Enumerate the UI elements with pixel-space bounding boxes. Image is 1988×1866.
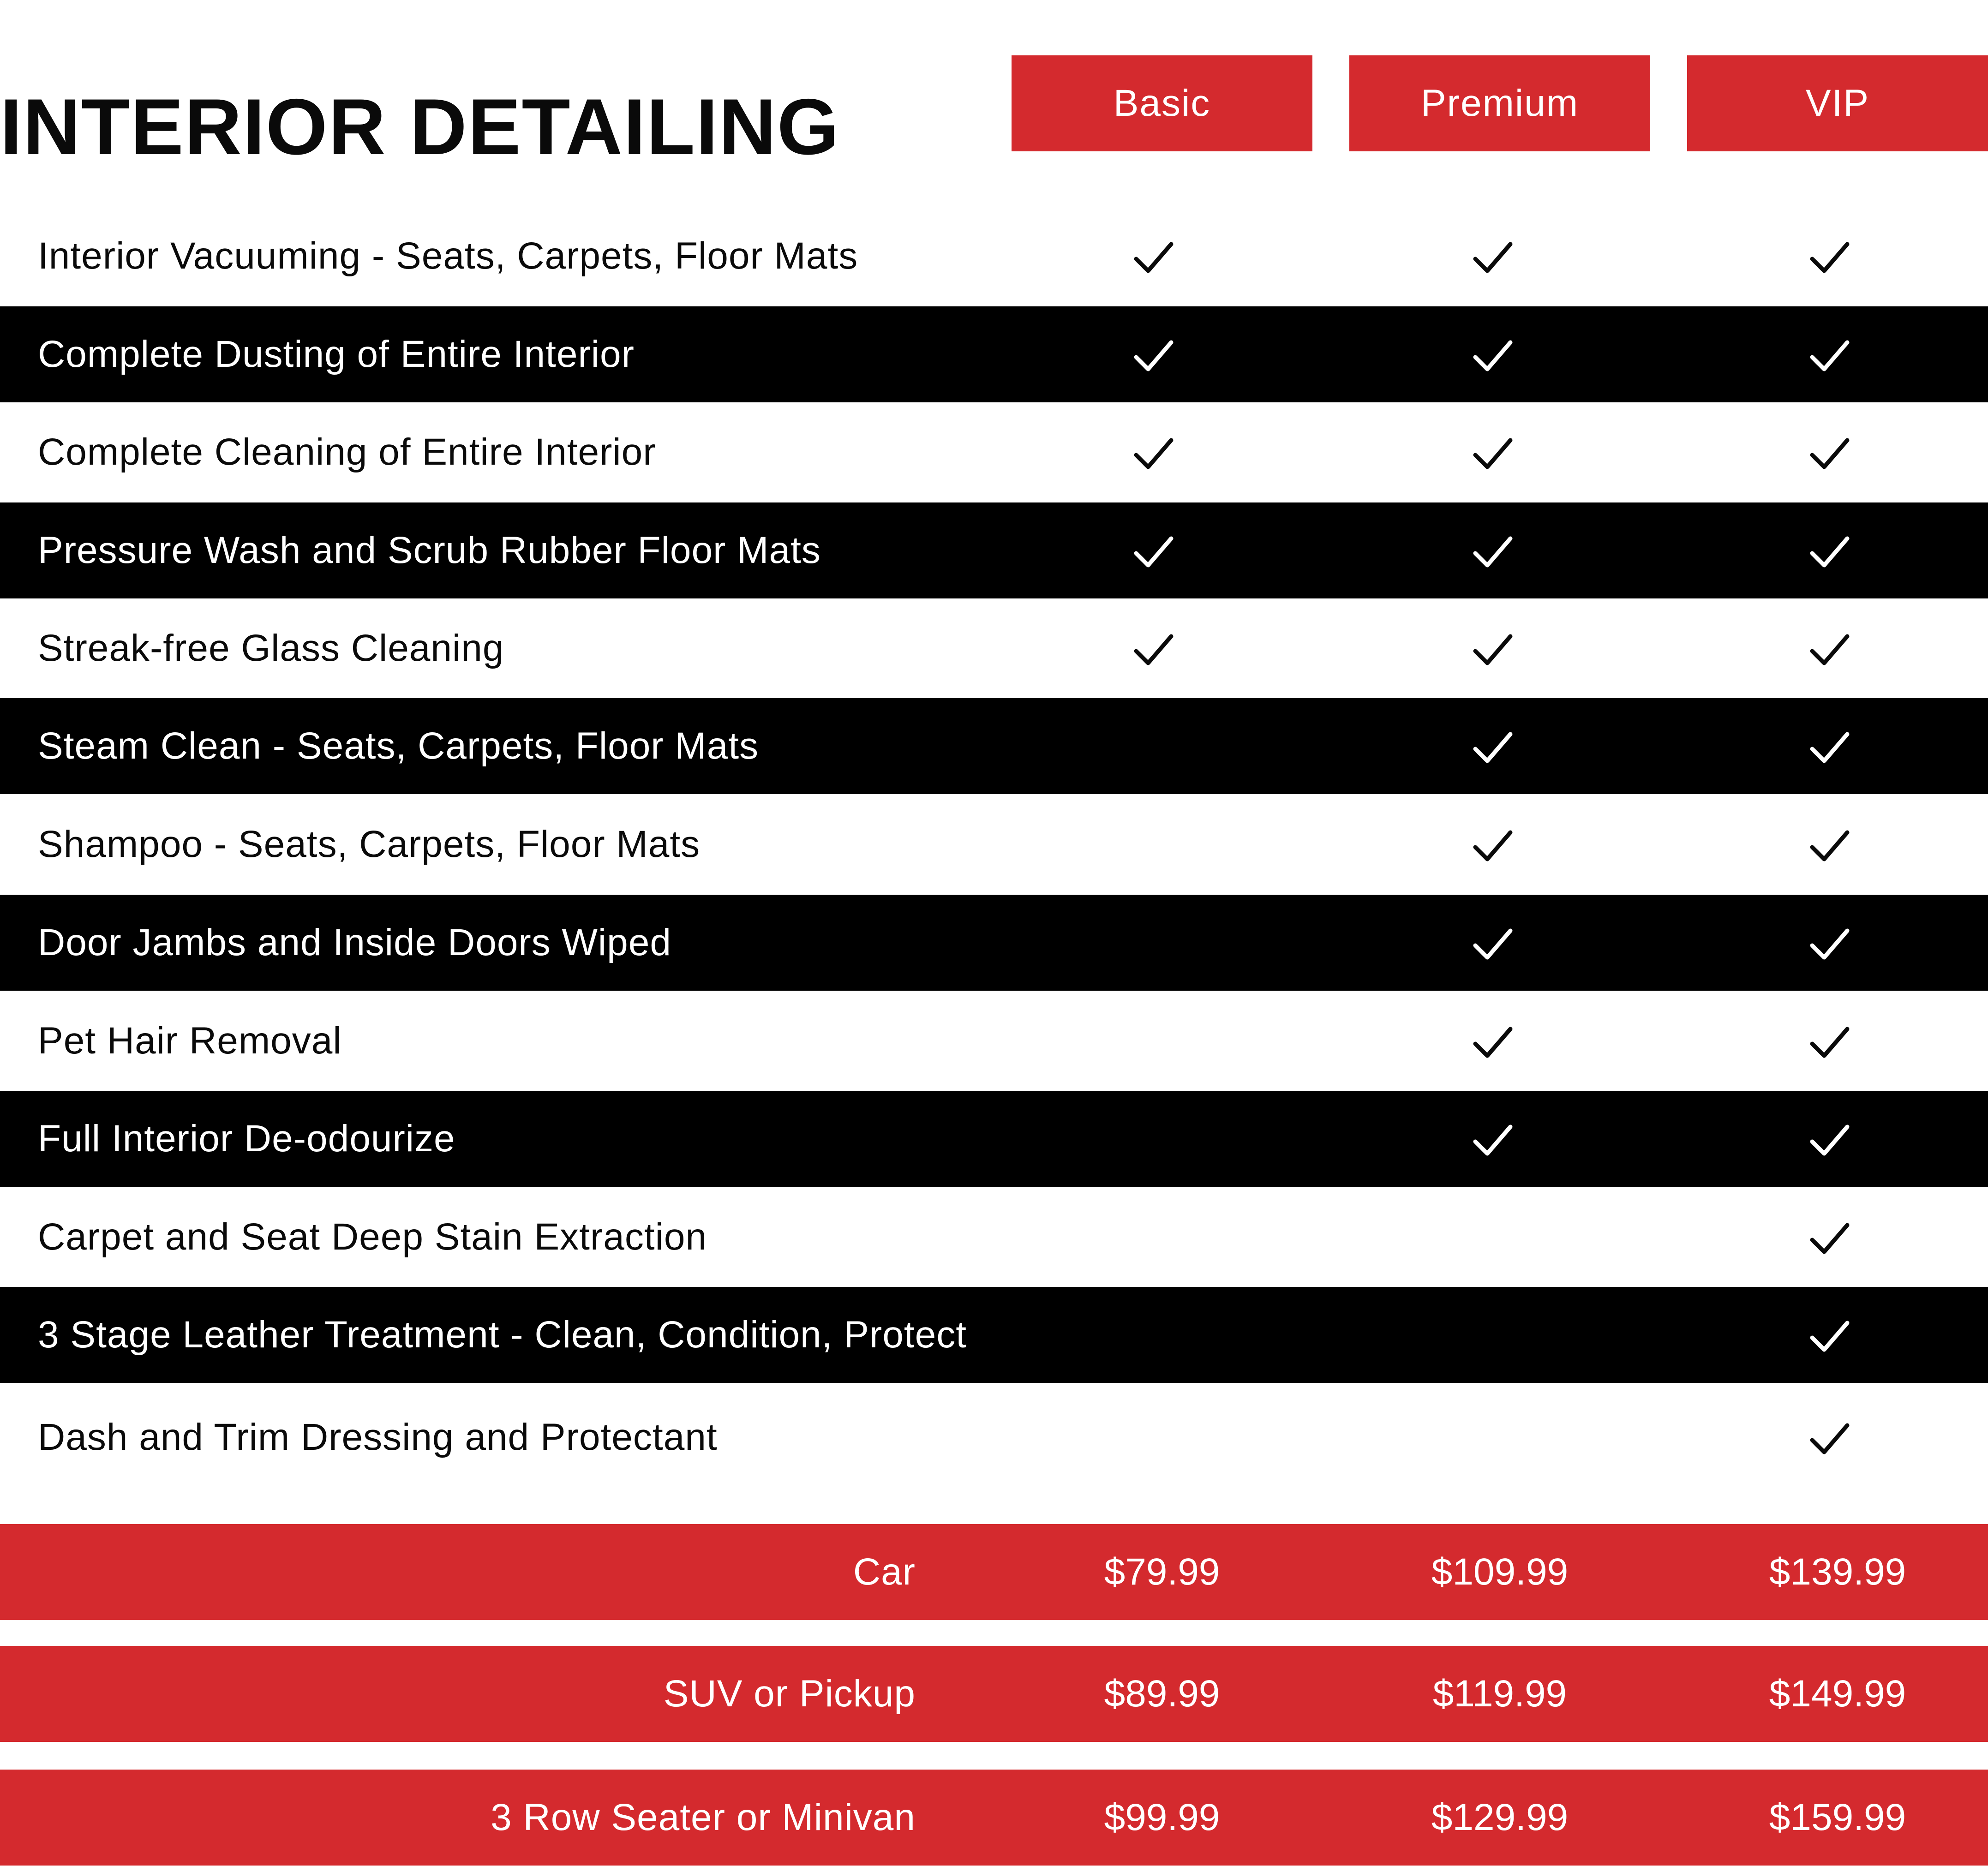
checkmark-icon [1132,432,1176,476]
feature-label: Door Jambs and Inside Doors Wiped [38,921,671,963]
feature-label: Complete Cleaning of Entire Interior [38,431,656,473]
price-row [0,1646,1988,1742]
price-premium: $119.99 [1432,1673,1567,1715]
feature-row [0,1189,1988,1285]
checkmark-icon [1132,236,1176,280]
checkmark-icon [1808,530,1852,574]
price-vip: $159.99 [1769,1796,1906,1838]
price-basic: $99.99 [1104,1796,1220,1838]
price-row [0,1770,1988,1866]
price-basic: $79.99 [1104,1551,1220,1593]
checkmark-icon [1808,432,1852,476]
checkmark-icon [1808,922,1852,967]
checkmark-icon [1471,236,1515,280]
feature-row [0,796,1988,892]
feature-row [0,208,1988,304]
feature-label: Streak-free Glass Cleaning [38,627,504,669]
price-premium: $109.99 [1431,1551,1569,1593]
feature-label: Carpet and Seat Deep Stain Extraction [38,1216,707,1258]
feature-row [0,502,1988,598]
price-vip: $139.99 [1769,1551,1906,1593]
checkmark-icon [1808,334,1852,378]
feature-label: Steam Clean - Seats, Carpets, Floor Mats [38,725,759,767]
page-title: INTERIOR DETAILING [0,83,840,171]
checkmark-icon [1471,922,1515,967]
price-row [0,1524,1988,1620]
feature-label: Pet Hair Removal [38,1020,342,1062]
checkmark-icon [1471,1021,1515,1065]
checkmark-icon [1471,530,1515,574]
feature-row [0,993,1988,1089]
checkmark-icon [1132,530,1176,574]
tier-header-premium: Premium [1349,55,1650,151]
feature-label: Shampoo - Seats, Carpets, Floor Mats [38,823,701,865]
feature-label: Dash and Trim Dressing and Protectant [38,1416,718,1458]
checkmark-icon [1808,236,1852,280]
tier-header-basic: Basic [1012,55,1312,151]
feature-row [0,1389,1988,1485]
checkmark-icon [1808,824,1852,868]
checkmark-icon [1471,334,1515,378]
feature-label: Complete Dusting of Entire Interior [38,333,635,375]
checkmark-icon [1808,628,1852,672]
checkmark-icon [1471,432,1515,476]
checkmark-icon [1471,824,1515,868]
vehicle-type-label: SUV or Pickup [663,1673,916,1715]
checkmark-icon [1132,334,1176,378]
feature-row [0,404,1988,500]
feature-row [0,895,1988,991]
feature-label: Pressure Wash and Scrub Rubber Floor Mats [38,529,821,571]
feature-label: Interior Vacuuming - Seats, Carpets, Floor Mats [38,235,858,277]
checkmark-icon [1808,1217,1852,1261]
checkmark-icon [1471,628,1515,672]
feature-label: Full Interior De-odourize [38,1118,455,1160]
checkmark-icon [1471,1118,1515,1163]
vehicle-type-label: Car [853,1551,916,1593]
checkmark-icon [1808,726,1852,770]
checkmark-icon [1808,1315,1852,1359]
feature-row [0,698,1988,794]
tier-header-vip: VIP [1687,55,1988,151]
checkmark-icon [1471,726,1515,770]
checkmark-icon [1808,1118,1852,1163]
price-basic: $89.99 [1104,1673,1220,1715]
vehicle-type-label: 3 Row Seater or Minivan [491,1796,916,1838]
checkmark-icon [1808,1021,1852,1065]
feature-row [0,306,1988,402]
checkmark-icon [1808,1417,1852,1461]
price-premium: $129.99 [1431,1796,1569,1838]
checkmark-icon [1132,628,1176,672]
feature-row [0,1287,1988,1383]
feature-label: 3 Stage Leather Treatment - Clean, Condition, Protect [38,1314,967,1356]
price-vip: $149.99 [1769,1673,1906,1715]
feature-row [0,600,1988,696]
feature-row [0,1091,1988,1187]
